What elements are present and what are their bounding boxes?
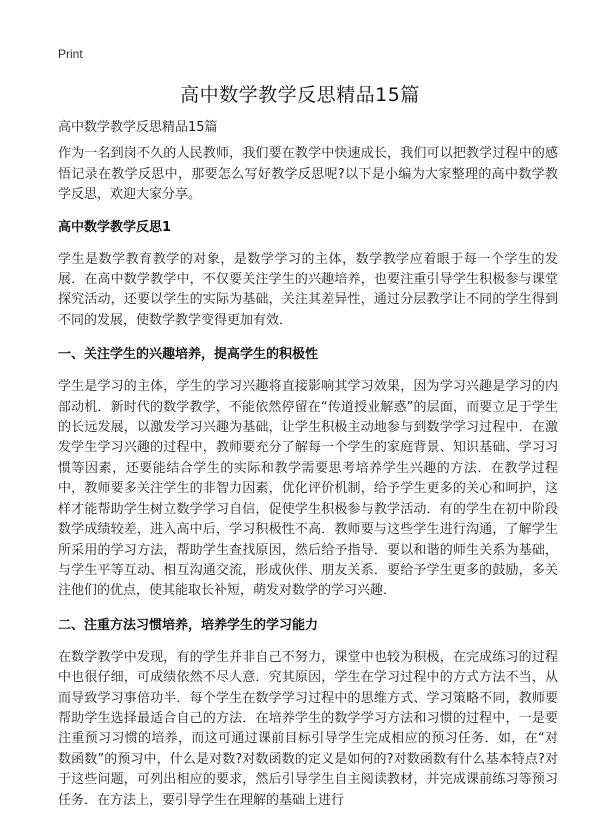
print-label: Print — [58, 47, 83, 61]
section-1-paragraph: 学生是数学教育教学的对象，是数学学习的主体，数学教学应着眼于每一个学生的发展．在高中数学教学中，不仅要关注学生的兴趣培养，也要注重引导学生积极参与课堂探究活动，还要以学生的实际为基础，关注其差异性，通过分层教学让不同的学生得到不同的发展，使数学教学变得更加有效． — [58, 251, 558, 328]
document-subtitle: 高中数学教学反思精品15篇 — [58, 120, 218, 135]
section-2-paragraph: 学生是学习的主体，学生的学习兴趣将直接影响其学习效果，因为学习兴趣是学习的内部动机．新时代的数学教学，不能依然停留在“传道授业解惑”的层面，而要立足于学生的长远发展，以激发学习兴趣为基础，让学生积极主动地参与到数学学习过程中．在激发学生学习兴趣的过程中，教师要充分了解每一个学生的家庭背景、知识基础、学习习惯等因素，还要能结合学生的实际和教学需要思考培养学生兴趣的方法．在教学过程中，教师要多关注学生的非智力因素，优化评价机制，给予学生更多的关心和呵护，这样才能帮助学生树立数学学习自信，促使学生积极参与教学活动．有的学生在初中阶段数学成绩较差，进入高中后，学习积极性不高．教师要与这些学生进行沟通，了解学生所采用的学习方法，帮助学生查找原因，然后给予指导．要以和谐的师生关系为基础，与学生平等互动、相互沟通交流，形成伙伴、朋友关系．要给予学生更多的鼓励，多关注他们的优点，使其能取长补短，萌发对数学的学习兴趣． — [58, 379, 558, 599]
page-title: 高中数学教学反思精品15篇 — [180, 84, 420, 106]
section-heading-method: 二、注重方法习惯培养，培养学生的学习能力 — [58, 617, 319, 633]
intro-paragraph: 作为一名到岗不久的人民教师，我们要在教学中快速成长，我们可以把教学过程中的感悟记录在教学反思中，那要怎么写好教学反思呢?以下是小编为大家整理的高中数学教学反思，欢迎大家分享。 — [58, 146, 558, 203]
section-heading-interest: 一、关注学生的兴趣培养，提高学生的积极性 — [58, 347, 319, 363]
section-heading-reflection-1: 高中数学教学反思1 — [58, 219, 172, 235]
document-body — [58, 118, 558, 825]
section-3-paragraph: 在数学教学中发现，有的学生并非自己不努力，课堂中也较为积极，在完成练习的过程中也很仔细，可成绩依然不尽人意．究其原因，学生在学习过程中的方式方法不当，从而导致学习事倍功半．每个学生在数学学习过程中的思维方式、学习策略不同，教师要帮助学生选择最适合自己的方法．在培养学生的数学学习方法和习惯的过程中，一是要注重预习习惯的培养，而这可通过课前目标引导学生完成相应的预习任务．如，在“对数函数”的预习中，什么是对数?对数函数的定义是如何的?对数函数有什么基本特点?对于这些问题，可列出相应的要求，然后引导学生自主阅读教材，并完成课前练习等预习任务．在方法上，要引导学生在理解的基础上进行 — [58, 649, 558, 808]
